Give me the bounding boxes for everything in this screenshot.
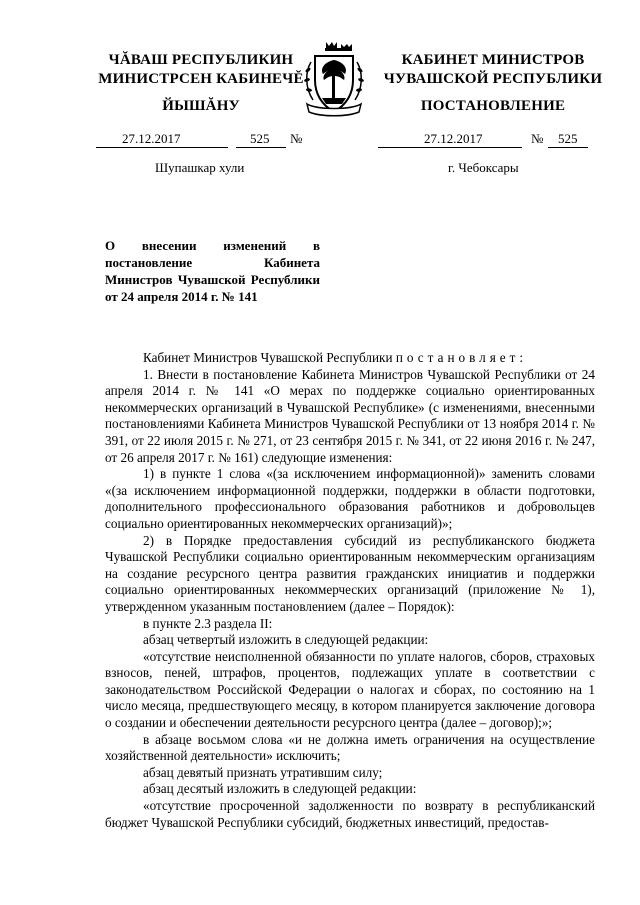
doctype-left: ЙЫШĂНУ [162, 98, 240, 114]
right-number-underline [548, 147, 588, 148]
coat-of-arms-svg [297, 38, 371, 118]
intro-paragraph [105, 350, 595, 367]
header-left-authority [96, 51, 306, 89]
left-number-underline [236, 147, 286, 148]
right-date: 27.12.2017 [424, 131, 483, 146]
body-paragraph: абзац десятый изложить в следующей редакции: [143, 781, 417, 797]
left-number: 525 [250, 131, 270, 146]
left-place: Шупашкар хули [155, 160, 245, 175]
header-right-line-1: КАБИНЕТ МИНИСТРОВ [401, 52, 585, 68]
body-paragraph: 1) в пункте 1 слова «(за исключением информационной)» заменить словами «(за исключением информационной поддержки, поддержки в области подготовки, дополнительного профессионального образования работников и добровольцев социально ориентированных некоммерческих организаций)»; [105, 466, 595, 531]
left-date-underline [96, 147, 228, 148]
header-right-line-2: ЧУВАШСКОЙ РЕСПУБЛИКИ [383, 71, 603, 87]
body-paragraph: «отсутствие просроченной задолженности по возврату в республиканский бюджет Чувашской Республики субсидий, бюджетных инвестиций, предостав- [105, 798, 595, 830]
body-paragraph: абзац девятый признать утратившим силу; [143, 764, 383, 780]
doctype-right: ПОСТАНОВЛЕНИЕ [420, 98, 566, 114]
body-paragraph: 1. Внести в постановление Кабинета Министров Чувашской Республики от 24 апреля 2014 г. № 141 «О мерах по поддержке социально ориентированных некоммерческих организаций в Чувашской Республике» (с изменениями, внесенными постановлениями Кабинета Министров Чувашской Республики от 13 ноября 2014 г. № 391, от 22 июля 2015 г. № 271, от 23 сентября 2015 г. № 341, от 22 июня 2016 г. № 247, от 26 апреля 2017 г. № 161) следующие изменения: [105, 366, 595, 465]
right-date-underline [378, 147, 522, 148]
right-number-sign: № [531, 131, 544, 146]
header-left-line-2: МИНИСТРСЕН КАБИНЕЧĔ [98, 71, 304, 87]
document-body [105, 350, 595, 831]
document-title: О внесении изменений в постановление Кабинета Министров Чувашской Республики от 24 апреля 2014 г. № 141 [105, 238, 320, 304]
body-paragraph: в абзаце восьмом слова «и не должна иметь ограничения на осуществление хозяйственной деятельности» исключить; [105, 731, 595, 764]
body-paragraph: «отсутствие неисполненной обязанности по уплате налогов, сборов, страховых взносов, пеней, штрафов, процентов, подлежащих уплате в соответствии с законодательством Российской Федерации о налогах и сборах, по состоянию на 1 число месяца, предшествующего месяцу, в котором планируется заключение договора о создании и обеспечении деятельности ресурсного центра (далее – договор);»; [105, 648, 595, 731]
intro-lead: Кабинет Министров Чувашской Республики [143, 350, 393, 365]
body-paragraph: в пункте 2.3 раздела II: [143, 615, 273, 631]
coat-of-arms-icon [297, 38, 371, 118]
header-right-authority [378, 51, 608, 89]
body-paragraph: абзац четвертый изложить в следующей редакции: [143, 632, 429, 648]
intro-spaced: постановляет: [395, 350, 528, 365]
body-paragraph: 2) в Порядке предоставления субсидий из республиканского бюджета Чувашской Республики социально ориентированным некоммерческим организациям на создание ресурсного центра развития гражданских инициатив и поддержки социально ориентированных некоммерческих организаций (приложение № 1), утвержденном указанным постановлением (далее – Порядок): [105, 532, 595, 614]
left-date: 27.12.2017 [122, 131, 181, 146]
header-left-line-1: ЧĂВАШ РЕСПУБЛИКИН [108, 52, 294, 68]
right-number: 525 [558, 131, 578, 146]
right-place: г. Чебоксары [448, 160, 519, 175]
left-number-sign: № [290, 131, 303, 146]
